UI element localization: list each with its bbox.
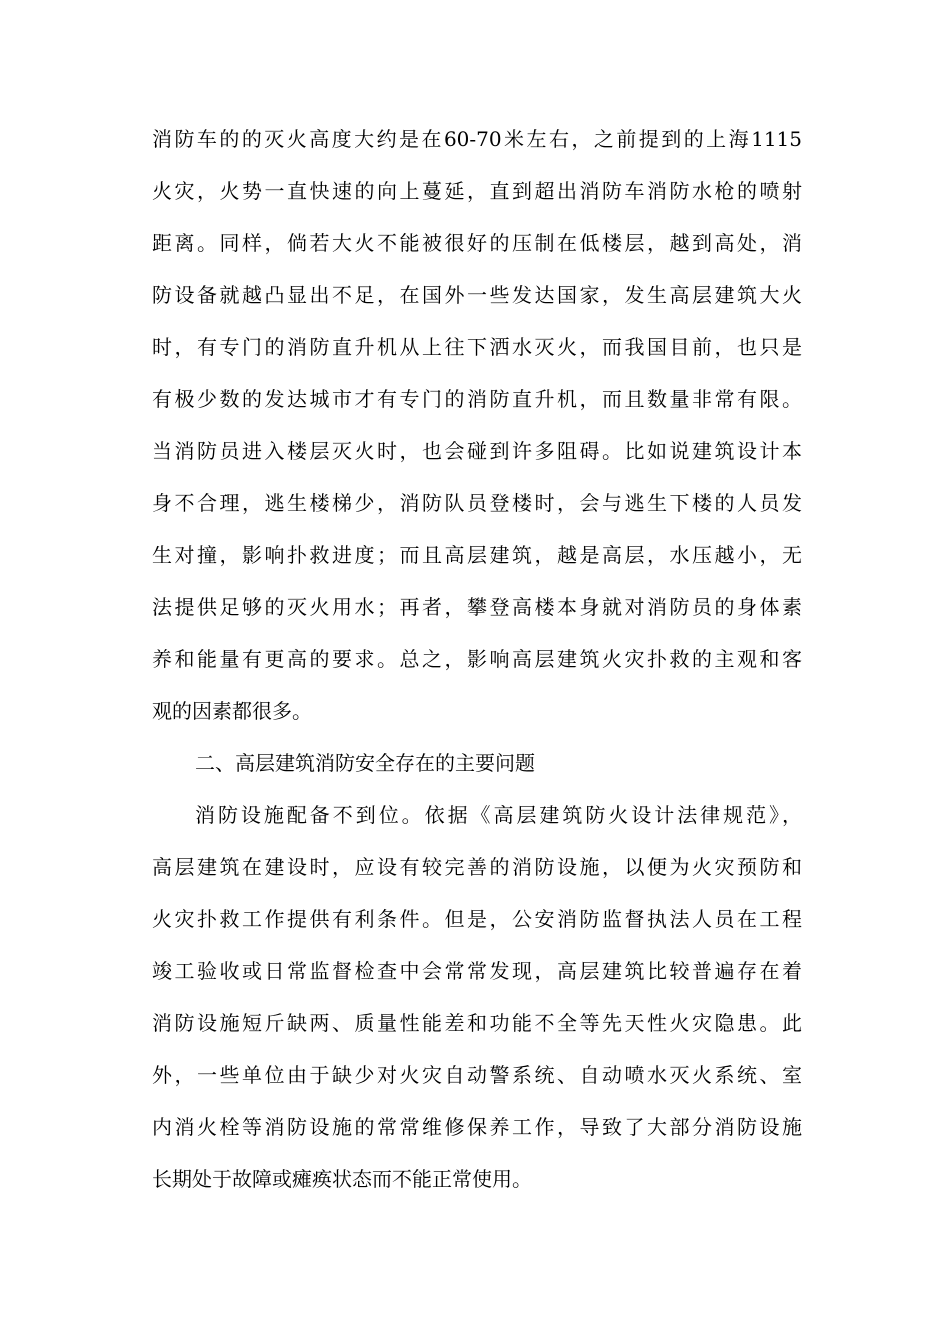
document-body — [152, 113, 802, 1205]
text-line: 距离。同样，倘若大火不能被很好的压制在低楼层，越到高处，消 — [152, 231, 802, 255]
text-line: 身不合理，逃生楼梯少，消防队员登楼时，会与逃生下楼的人员发 — [152, 491, 802, 515]
text-line: 内消火栓等消防设施的常常维修保养工作，导致了大部分消防设施 — [152, 1115, 802, 1139]
text-line: 观的因素都很多。 — [152, 699, 312, 723]
text-line: 消防设施短斤缺两、质量性能差和功能不全等先天性火灾隐患。此 — [152, 1011, 802, 1035]
text-line: 消防设施配备不到位。依据《高层建筑防火设计法律规范》， — [195, 803, 802, 827]
text-line: 有极少数的发达城市才有专门的消防直升机，而且数量非常有限。 — [152, 387, 802, 411]
text-line: 时，有专门的消防直升机从上往下洒水灭火，而我国目前，也只是 — [152, 335, 802, 359]
text-line: 火灾，火势一直快速的向上蔓延，直到超出消防车消防水枪的喷射 — [152, 179, 802, 203]
text-line: 生对撞，影响扑救进度；而且高层建筑，越是高层，水压越小，无 — [152, 543, 802, 567]
paragraph-facilities-inadequate — [152, 789, 802, 1205]
heading-line: 二、高层建筑消防安全存在的主要问题 — [195, 751, 535, 775]
text-line: 养和能量有更高的要求。总之，影响高层建筑火灾扑救的主观和客 — [152, 647, 802, 671]
text-line: 当消防员进入楼层灭火时，也会碰到许多阻碍。比如说建筑设计本 — [152, 439, 802, 463]
section-heading — [152, 737, 802, 789]
text-line: 高层建筑在建设时，应设有较完善的消防设施，以便为火灾预防和 — [152, 855, 802, 879]
text-line: 火灾扑救工作提供有利条件。但是，公安消防监督执法人员在工程 — [152, 907, 802, 931]
paragraph-fire-truck-limits — [152, 113, 802, 737]
text-line: 外，一些单位由于缺少对火灾自动警系统、自动喷水灭火系统、室 — [152, 1063, 802, 1087]
text-line: 法提供足够的灭火用水；再者，攀登高楼本身就对消防员的身体素 — [152, 595, 802, 619]
text-line: 防设备就越凸显出不足，在国外一些发达国家，发生高层建筑大火 — [152, 283, 802, 307]
text-line: 长期处于故障或瘫痪状态而不能正常使用。 — [152, 1167, 532, 1191]
text-line: 消防车的的灭火高度大约是在60-70米左右，之前提到的上海1115 — [152, 127, 802, 151]
text-line: 竣工验收或日常监督检查中会常常发现，高层建筑比较普遍存在着 — [152, 959, 802, 983]
